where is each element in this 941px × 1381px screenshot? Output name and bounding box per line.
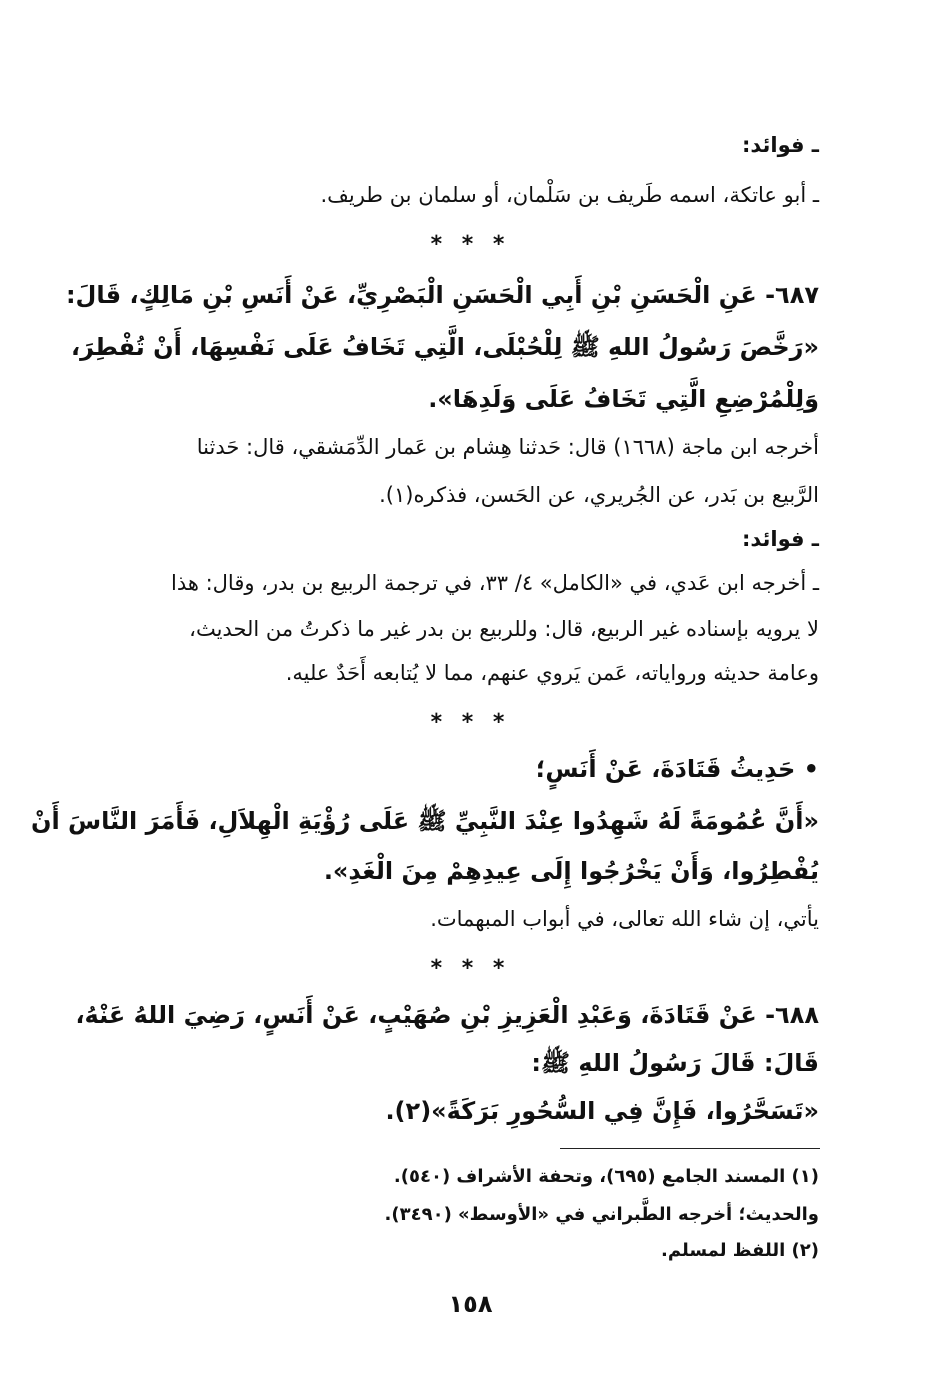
section-separator: * * * (430, 232, 511, 257)
benefit-note: ـ أبو عاتكة، اسمه طَريف بن سَلْمان، أو سلمان بن طريف. (320, 183, 819, 207)
takhrij-line: الرَّبيع بن بَدر، عن الجُريري، عن الحَسن، فذكره(١). (379, 483, 819, 507)
footnote-2: (٢) اللفظ لمسلم. (661, 1240, 819, 1261)
cross-reference-note: يأتي، إن شاء الله تعالى، في أبواب المبهمات. (430, 907, 819, 931)
benefits-heading: ـ فوائد: (741, 133, 819, 157)
footnote-1-cont: والحديث؛ أخرجه الطَّبراني في «الأوسط» (٣٤٩٠). (384, 1204, 819, 1225)
hadith-text: «أَنَّ عُمُومَةً لَهُ شَهِدُوا عِنْدَ النَّبِيِّ ﷺ عَلَى رُؤْيَةِ الْهِلاَلِ، فَأَمَرَ النَّاسَ أَنْ (30, 807, 819, 835)
footnote-1: (١) المسند الجامع (٦٩٥)، وتحفة الأشراف (٥٤٠). (393, 1166, 819, 1187)
footnote-divider (560, 1148, 820, 1149)
benefit-note: ـ أخرجه ابن عَدي، في «الكامل» ٤/ ٣٣، في ترجمة الربيع بن بدر، وقال: هذا (170, 571, 819, 595)
hadith-687-chain: ٦٨٧- عَنِ الْحَسَنِ بْنِ أَبِي الْحَسَنِ الْبَصْرِيِّ، عَنْ أَنَسِ بْنِ مَالِكٍ، قَالَ: (65, 281, 819, 309)
takhrij-line: أخرجه ابن ماجة (١٦٦٨) قال: حَدثنا هِشام بن عَمار الدِّمَشقي، قال: حَدثنا (196, 435, 819, 459)
page-number: ١٥٨ (448, 1290, 493, 1318)
hadith-688-text: «تَسَحَّرُوا، فَإِنَّ فِي السُّحُورِ بَرَكَةً»(٢). (385, 1097, 819, 1125)
benefits-heading: ـ فوائد: (741, 527, 819, 551)
hadith-688-chain-cont: قَالَ: قَالَ رَسُولُ اللهِ ﷺ: (531, 1049, 819, 1077)
hadith-text-cont: يُفْطِرُوا، وَأَنْ يَخْرُجُوا إِلَى عِيدِهِمْ مِنَ الْغَدِ». (323, 857, 819, 885)
benefit-note: لا يرويه بإسناده غير الربيع، قال: وللربيع بن بدر غير ما ذكرتُ من الحديث، (189, 617, 819, 641)
section-separator: * * * (430, 710, 511, 735)
section-separator: * * * (430, 956, 511, 981)
hadith-688-chain: ٦٨٨- عَنْ قَتَادَةَ، وَعَبْدِ الْعَزِيزِ بْنِ صُهَيْبٍ، عَنْ أَنَسٍ، رَضِيَ اللهُ عَنْهُ، (75, 1001, 819, 1029)
benefit-note: وعامة حديثه ورواياته، عَمن يَروي عنهم، مما لا يُتابعه أَحَدٌ عليه. (285, 661, 819, 685)
hadith-687-text-cont: وَلِلْمُرْضِعِ الَّتِي تَخَافُ عَلَى وَلَدِهَا». (428, 385, 819, 413)
hadith-heading: • حَدِيثُ قَتَادَةَ، عَنْ أَنَسٍ؛ (535, 755, 819, 783)
hadith-687-text: «رَخَّصَ رَسُولُ اللهِ ﷺ لِلْحُبْلَى، الَّتِي تَخَافُ عَلَى نَفْسِهَا، أَنْ تُفْطِرَ، (71, 333, 819, 361)
